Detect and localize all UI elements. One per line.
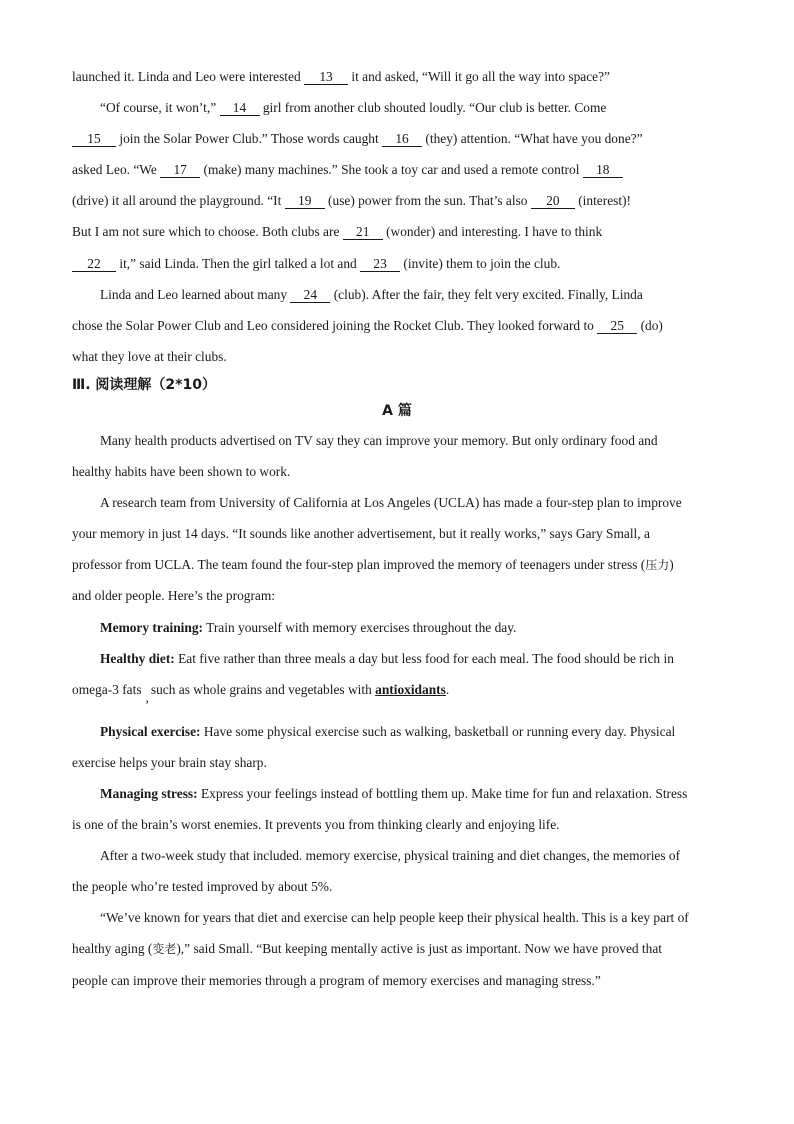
- blank-13: 13: [304, 70, 348, 85]
- text: exercise helps your brain stay sharp.: [72, 754, 267, 770]
- text: ): [669, 557, 674, 573]
- step-label: Physical exercise:: [100, 723, 201, 739]
- text: “Of course, it won’t,”: [100, 100, 220, 116]
- text: people can improve their memories through a program of memory exercises and managing stress.”: [72, 972, 601, 988]
- step-memory-training: [72, 615, 722, 646]
- text: Linda and Leo learned about many: [100, 286, 291, 302]
- text: chose the Solar Power Club and Leo considered joining the Rocket Club. They looked forward to: [72, 317, 598, 333]
- blank-23: 23: [360, 257, 400, 272]
- text: ),” said Small. “But keeping mentally active is just as important. Now we have proved that: [176, 941, 663, 957]
- cloze-line-8: [72, 282, 722, 313]
- reading-line: [72, 812, 722, 843]
- reading-line: [72, 936, 722, 967]
- passage-title: A 篇: [382, 402, 412, 419]
- blank-15: 15: [72, 132, 116, 147]
- cloze-line-3: [72, 126, 722, 157]
- step-physical-exercise: [72, 719, 722, 750]
- text: what they love at their clubs.: [72, 348, 227, 364]
- text: ,: [145, 689, 149, 705]
- blank-14: 14: [220, 101, 260, 116]
- blank-20: 20: [531, 194, 575, 209]
- reading-line: [72, 843, 722, 874]
- text: your memory in just 14 days. “It sounds like another advertisement, but it really works,” says Gary Small, a: [72, 526, 650, 542]
- text: Eat five rather than three meals a day but less food for each meal. The food should be rich in: [174, 650, 674, 666]
- reading-line: [72, 459, 722, 490]
- text: (use) power from the sun. That’s also: [324, 193, 531, 209]
- text: .: [445, 681, 450, 697]
- step-label: Managing stress:: [100, 785, 198, 801]
- document-page: [72, 64, 722, 999]
- cloze-line-4: [72, 157, 722, 188]
- blank-17: 17: [160, 163, 200, 178]
- text: (invite) them to join the club.: [400, 255, 561, 271]
- cloze-line-9: [72, 313, 722, 344]
- text: Train yourself with memory exercises throughout the day.: [203, 619, 517, 635]
- text: (make) many machines.” She took a toy car and used a remote control: [200, 162, 583, 178]
- step-healthy-diet: [72, 646, 722, 677]
- text: Have some physical exercise such as walking, basketball or running every day. Physical: [200, 723, 676, 739]
- text: the people who’re tested improved by about 5%.: [72, 879, 333, 895]
- step-managing-stress: [72, 781, 722, 812]
- reading-line: [72, 583, 722, 614]
- cloze-line-2: [72, 95, 722, 126]
- reading-line: [72, 677, 722, 708]
- step-label: Healthy diet:: [100, 650, 175, 666]
- cloze-line-5: [72, 188, 722, 219]
- text: (wonder) and interesting. I have to think: [382, 224, 603, 240]
- text: and older people. Here’s the program:: [72, 588, 276, 604]
- text: (interest)!: [574, 193, 631, 209]
- chinese-gloss: 变老: [152, 942, 177, 957]
- text: healthy aging (: [72, 941, 153, 957]
- blank-21: 21: [343, 225, 383, 240]
- chinese-gloss: 压力: [645, 558, 670, 573]
- underlined-word: antioxidants: [375, 681, 446, 697]
- text: Express your feelings instead of bottling them up. Make time for fun and relaxation. Stress: [197, 785, 688, 801]
- text: (club). After the fair, they felt very excited. Finally, Linda: [330, 286, 643, 302]
- reading-line: [72, 428, 722, 459]
- text: launched it. Linda and Leo were interested: [72, 69, 305, 84]
- blank-22: 22: [72, 257, 116, 272]
- text: it and asked, “Will it go all the way into space?”: [348, 69, 610, 84]
- reading-line: [72, 490, 722, 521]
- blank-18: 18: [583, 163, 623, 178]
- text: is one of the brain’s worst enemies. It prevents you from thinking clearly and enjoying life.: [72, 817, 560, 833]
- reading-line: [72, 552, 722, 583]
- text: (they) attention. “What have you done?”: [422, 131, 643, 147]
- text: join the Solar Power Club.” Those words caught: [116, 131, 383, 147]
- cloze-line-1: [72, 64, 722, 95]
- text: (do): [637, 317, 663, 333]
- reading-line: [72, 750, 722, 781]
- section-heading: Ⅲ. 阅读理解（2*10）: [72, 376, 216, 393]
- text: girl from another club shouted loudly. “Our club is better. Come: [259, 100, 607, 116]
- text: asked Leo. “We: [72, 162, 161, 178]
- step-label: Memory training:: [100, 619, 204, 635]
- reading-line: [72, 521, 722, 552]
- text: After a two-week study that included. memory exercise, physical training and diet changes, the memories of: [100, 848, 681, 864]
- text: But I am not sure which to choose. Both clubs are: [72, 224, 343, 240]
- text: (drive) it all around the playground. “It: [72, 193, 285, 209]
- text: omega-3 fats: [72, 681, 142, 697]
- reading-line: [72, 968, 722, 999]
- blank-16: 16: [382, 132, 422, 147]
- blank-19: 19: [285, 194, 325, 209]
- cloze-line-10: [72, 344, 722, 375]
- text: Many health products advertised on TV say they can improve your memory. But only ordinary food and: [100, 432, 658, 448]
- reading-line: [72, 874, 722, 905]
- text: it,” said Linda. Then the girl talked a lot and: [116, 255, 361, 271]
- text: such as whole grains and vegetables with: [150, 681, 376, 697]
- blank-24: 24: [290, 288, 330, 303]
- blank-25: 25: [597, 319, 637, 334]
- text: professor from UCLA. The team found the four-step plan improved the memory of teenagers under stress (: [72, 557, 646, 573]
- cloze-line-7: [72, 251, 722, 282]
- cloze-line-6: [72, 219, 722, 250]
- reading-line: [72, 905, 722, 936]
- text: healthy habits have been shown to work.: [72, 464, 291, 480]
- text: “We’ve known for years that diet and exercise can help people keep their physical health. This is a key part of: [100, 910, 689, 926]
- text: A research team from University of California at Los Angeles (UCLA) has made a four-step plan to improve: [100, 495, 682, 511]
